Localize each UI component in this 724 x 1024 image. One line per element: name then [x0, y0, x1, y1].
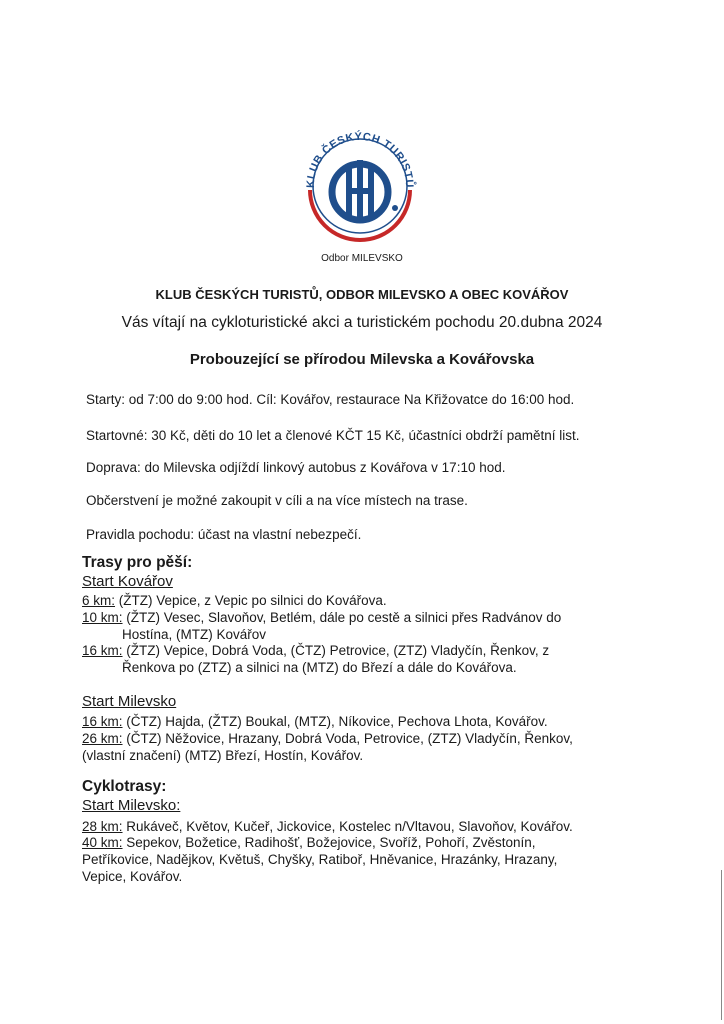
info-fee: Startovné: 30 Kč, děti do 10 let a členové KČT 15 Kč, účastníci obdrží pamětní list.: [86, 428, 580, 443]
route-item: 10 km: (ŽTZ) Vesec, Slavoňov, Betlém, dále po cestě a silnici přes Radvánov do Hostína, (MTZ) Kovářov: [82, 610, 562, 642]
organizers-heading: KLUB ČESKÝCH TURISTŮ, ODBOR MILEVSKO A OBEC KOVÁŘOV: [155, 287, 569, 302]
kct-logo: [300, 126, 420, 246]
cycling-title: Cyklotrasy:: [82, 778, 167, 795]
welcome-line: Vás vítají na cykloturistické akci a turistickém pochodu 20.dubna 2024: [121, 314, 603, 331]
info-refreshments: Občerstvení je možné zakoupit v cíli a na více místech na trase.: [86, 493, 468, 508]
info-rules: Pravidla pochodu: účast na vlastní nebezpečí.: [86, 527, 362, 542]
route-item: 40 km: Sepekov, Božetice, Radihošť, Božejovice, Svoříž, Pohoří, Zvěstonín, Petříkovice, Nadějkov, Květuš, Chyšky, Ratiboř, Hněvanice, Hrazánky, Hrazany, Vepice, Kovářov.: [82, 835, 558, 884]
info-transport: Doprava: do Milevska odjíždí linkový autobus z Kovářova v 17:10 hod.: [86, 460, 506, 475]
logo-text: KLUB ČESKÝCH TURISTŮ: [304, 130, 416, 189]
route-item: 28 km: Rukáveč, Květov, Kučeř, Jickovice, Kostelec n/Vltavou, Slavoňov, Kovářov.: [82, 819, 573, 834]
walking-title: Trasy pro pěší:: [82, 554, 193, 571]
event-title: Probouzející se přírodou Milevska a Kovářovska: [189, 351, 535, 368]
route-item: 16 km: (ČTZ) Hajda, (ŽTZ) Boukal, (MTZ), Níkovice, Pechova Lhota, Kovářov.: [82, 714, 548, 729]
walking-start-kovarov-label: Start Kovářov: [82, 573, 173, 590]
branch-name: Odbor MILEVSKO: [321, 253, 403, 264]
cycling-start-milevsko-label: Start Milevsko:: [82, 797, 181, 814]
route-item: 16 km: (ŽTZ) Vepice, Dobrá Voda, (ČTZ) Petrovice, (ZTZ) Vladyčín, Řenkov, z Řenkova po (ZTZ) a silnici na (MTZ) do Březí a dále do Kovářova.: [82, 643, 550, 675]
scan-edge-line: [721, 870, 722, 1020]
route-item: 26 km: (ČTZ) Něžovice, Hrazany, Dobrá Voda, Petrovice, (ZTZ) Vladyčín, Řenkov, (vlastní značení) (MTZ) Březí, Hostín, Kovářov.: [82, 731, 573, 763]
walking-start-milevsko-label: Start Milevsko: [82, 693, 177, 710]
info-starts: Starty: od 7:00 do 9:00 hod. Cíl: Kovářov, restaurace Na Křižovatce do 16:00 hod.: [86, 392, 575, 407]
route-item: 6 km: (ŽTZ) Vepice, z Vepic po silnici do Kovářova.: [82, 593, 387, 608]
